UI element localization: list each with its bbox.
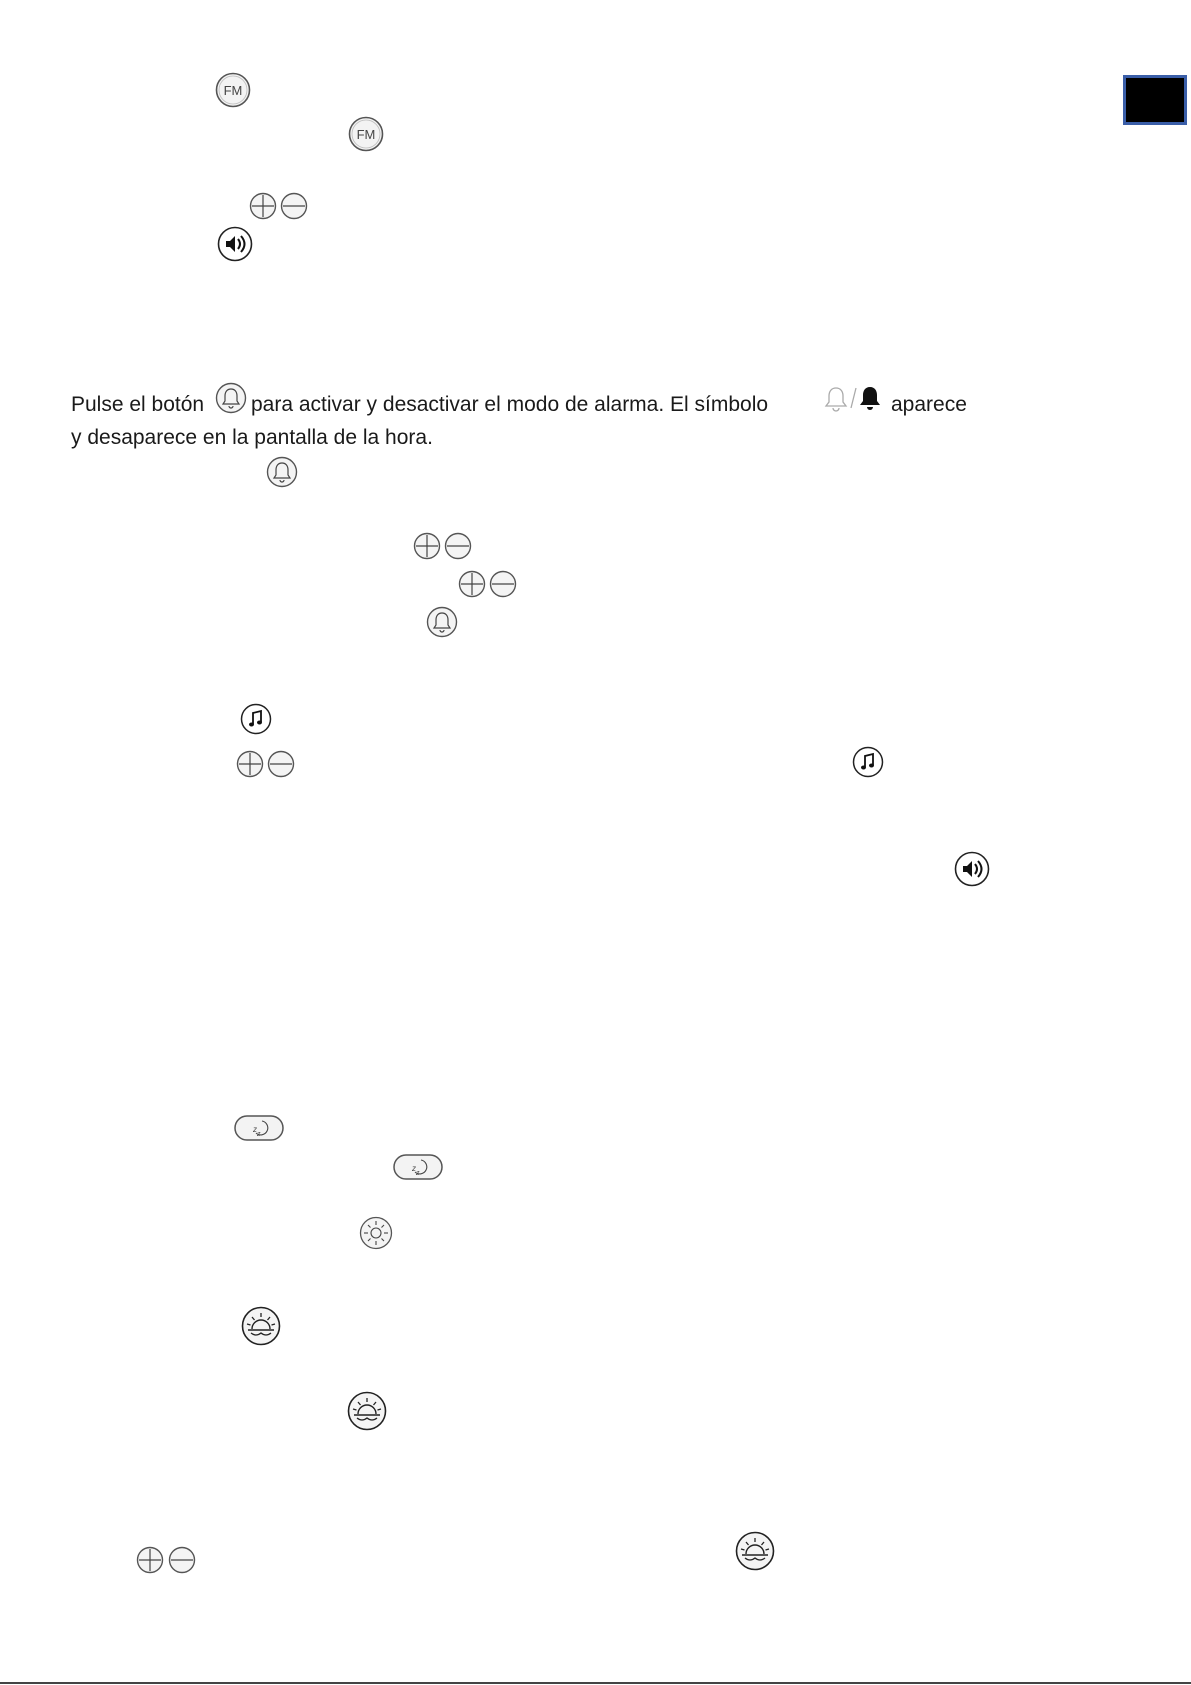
fm-button-icon bbox=[348, 116, 384, 152]
alarm-bell-icon bbox=[426, 606, 458, 638]
sunrise-icon bbox=[735, 1531, 775, 1571]
speaker-volume-icon bbox=[217, 226, 253, 262]
light-brightness-icon bbox=[359, 1216, 393, 1250]
sunrise-icon bbox=[241, 1306, 281, 1346]
fm-button-icon bbox=[215, 72, 251, 108]
plus-button-icon bbox=[413, 532, 441, 560]
alarm-text-prefix: Pulse el botón bbox=[71, 393, 205, 416]
alarm-paragraph-line-1 bbox=[71, 393, 204, 417]
snooze-button-icon bbox=[234, 1115, 284, 1141]
language-tab bbox=[1123, 75, 1187, 125]
music-note-icon bbox=[852, 746, 884, 778]
alarm-bell-icon bbox=[266, 456, 298, 488]
plus-button-icon bbox=[458, 570, 486, 598]
plus-button-icon bbox=[236, 750, 264, 778]
plus-button-icon bbox=[249, 192, 277, 220]
alarm-bell-icon bbox=[215, 382, 247, 414]
minus-button-icon bbox=[444, 532, 472, 560]
alarm-paragraph-line-2: y desaparece en la pantalla de la hora. bbox=[71, 426, 433, 449]
bottom-rule bbox=[0, 1682, 1191, 1684]
snooze-button-icon bbox=[393, 1154, 443, 1180]
alarm-text-suffix: aparece bbox=[891, 393, 967, 416]
minus-button-icon bbox=[489, 570, 517, 598]
minus-button-icon bbox=[267, 750, 295, 778]
minus-button-icon bbox=[280, 192, 308, 220]
minus-button-icon bbox=[168, 1546, 196, 1574]
speaker-volume-icon bbox=[954, 851, 990, 887]
music-note-icon bbox=[240, 703, 272, 735]
alarm-symbol-toggle-icon bbox=[823, 384, 883, 416]
sunrise-icon bbox=[347, 1391, 387, 1431]
plus-button-icon bbox=[136, 1546, 164, 1574]
alarm-text-middle: para activar y desactivar el modo de alarma. El símbolo bbox=[251, 393, 769, 416]
